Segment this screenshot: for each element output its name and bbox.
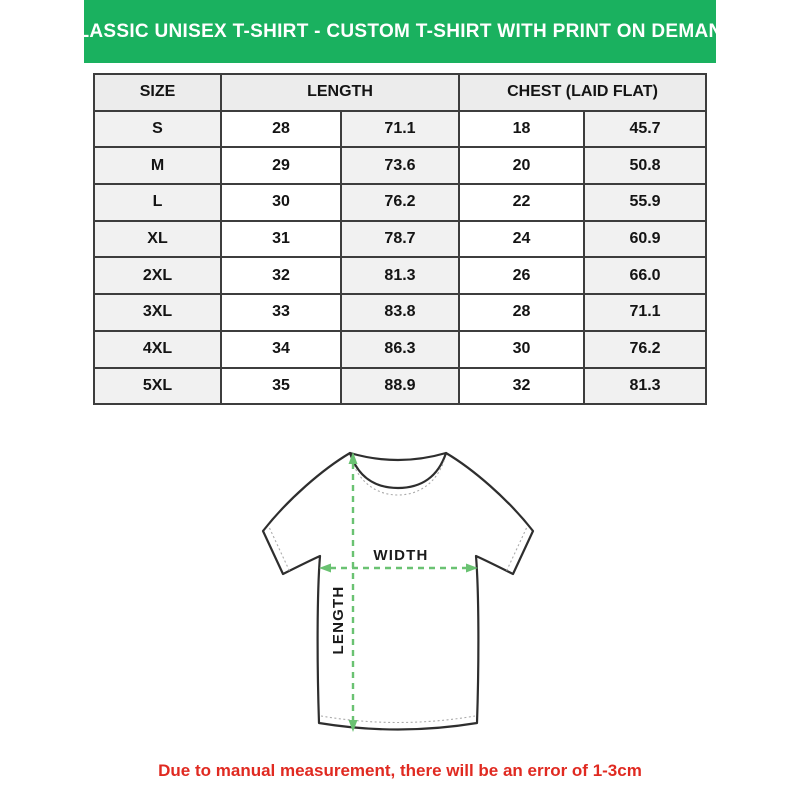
chest-in-cell: 20 — [459, 147, 584, 184]
chest-in-cell: 30 — [459, 331, 584, 368]
chest-cm-cell: 55.9 — [584, 184, 706, 221]
size-cell: S — [94, 111, 221, 148]
table-row — [94, 221, 706, 258]
length-cm-cell: 71.1 — [341, 111, 459, 148]
chest-in-cell: 18 — [459, 111, 584, 148]
size-cell: 4XL — [94, 331, 221, 368]
table-row — [94, 257, 706, 294]
length-in-cell: 29 — [221, 147, 341, 184]
chest-in-cell: 24 — [459, 221, 584, 258]
col-header-size: SIZE — [94, 74, 221, 111]
chest-cm-cell: 50.8 — [584, 147, 706, 184]
length-in-cell: 30 — [221, 184, 341, 221]
title-banner — [63, 0, 737, 63]
length-cm-cell: 81.3 — [341, 257, 459, 294]
tshirt-diagram — [253, 443, 543, 743]
size-cell: XL — [94, 221, 221, 258]
length-cm-cell: 76.2 — [341, 184, 459, 221]
chest-in-cell: 32 — [459, 368, 584, 405]
banner-title: CLASSIC UNISEX T-SHIRT - CUSTOM T-SHIRT WITH PRINT ON DEMAND — [63, 20, 737, 42]
length-in-cell: 32 — [221, 257, 341, 294]
width-label: WIDTH — [373, 547, 429, 564]
table-row — [94, 331, 706, 368]
size-cell: 2XL — [94, 257, 221, 294]
chest-in-cell: 26 — [459, 257, 584, 294]
length-cm-cell: 83.8 — [341, 294, 459, 331]
size-cell: L — [94, 184, 221, 221]
table-header-row — [94, 74, 706, 111]
table-row — [94, 111, 706, 148]
chest-cm-cell: 45.7 — [584, 111, 706, 148]
size-cell: 3XL — [94, 294, 221, 331]
length-in-cell: 33 — [221, 294, 341, 331]
length-cm-cell: 78.7 — [341, 221, 459, 258]
chest-cm-cell: 71.1 — [584, 294, 706, 331]
length-label: LENGTH — [329, 585, 347, 655]
chest-in-cell: 28 — [459, 294, 584, 331]
length-in-cell: 28 — [221, 111, 341, 148]
chest-cm-cell: 76.2 — [584, 331, 706, 368]
length-in-cell: 31 — [221, 221, 341, 258]
length-cm-cell: 73.6 — [341, 147, 459, 184]
size-cell: M — [94, 147, 221, 184]
length-cm-cell: 86.3 — [341, 331, 459, 368]
tshirt-outline — [263, 453, 533, 730]
chest-in-cell: 22 — [459, 184, 584, 221]
length-in-cell: 35 — [221, 368, 341, 405]
col-header-length: LENGTH — [221, 74, 459, 111]
size-table — [93, 73, 707, 405]
chest-cm-cell: 81.3 — [584, 368, 706, 405]
table-row — [94, 184, 706, 221]
length-cm-cell: 88.9 — [341, 368, 459, 405]
col-header-chest: CHEST (LAID FLAT) — [459, 74, 706, 111]
table-row — [94, 294, 706, 331]
chest-cm-cell: 66.0 — [584, 257, 706, 294]
size-cell: 5XL — [94, 368, 221, 405]
table-row — [94, 368, 706, 405]
length-in-cell: 34 — [221, 331, 341, 368]
table-row — [94, 147, 706, 184]
measurement-note: Due to manual measurement, there will be an error of 1-3cm — [158, 761, 642, 780]
chest-cm-cell: 60.9 — [584, 221, 706, 258]
